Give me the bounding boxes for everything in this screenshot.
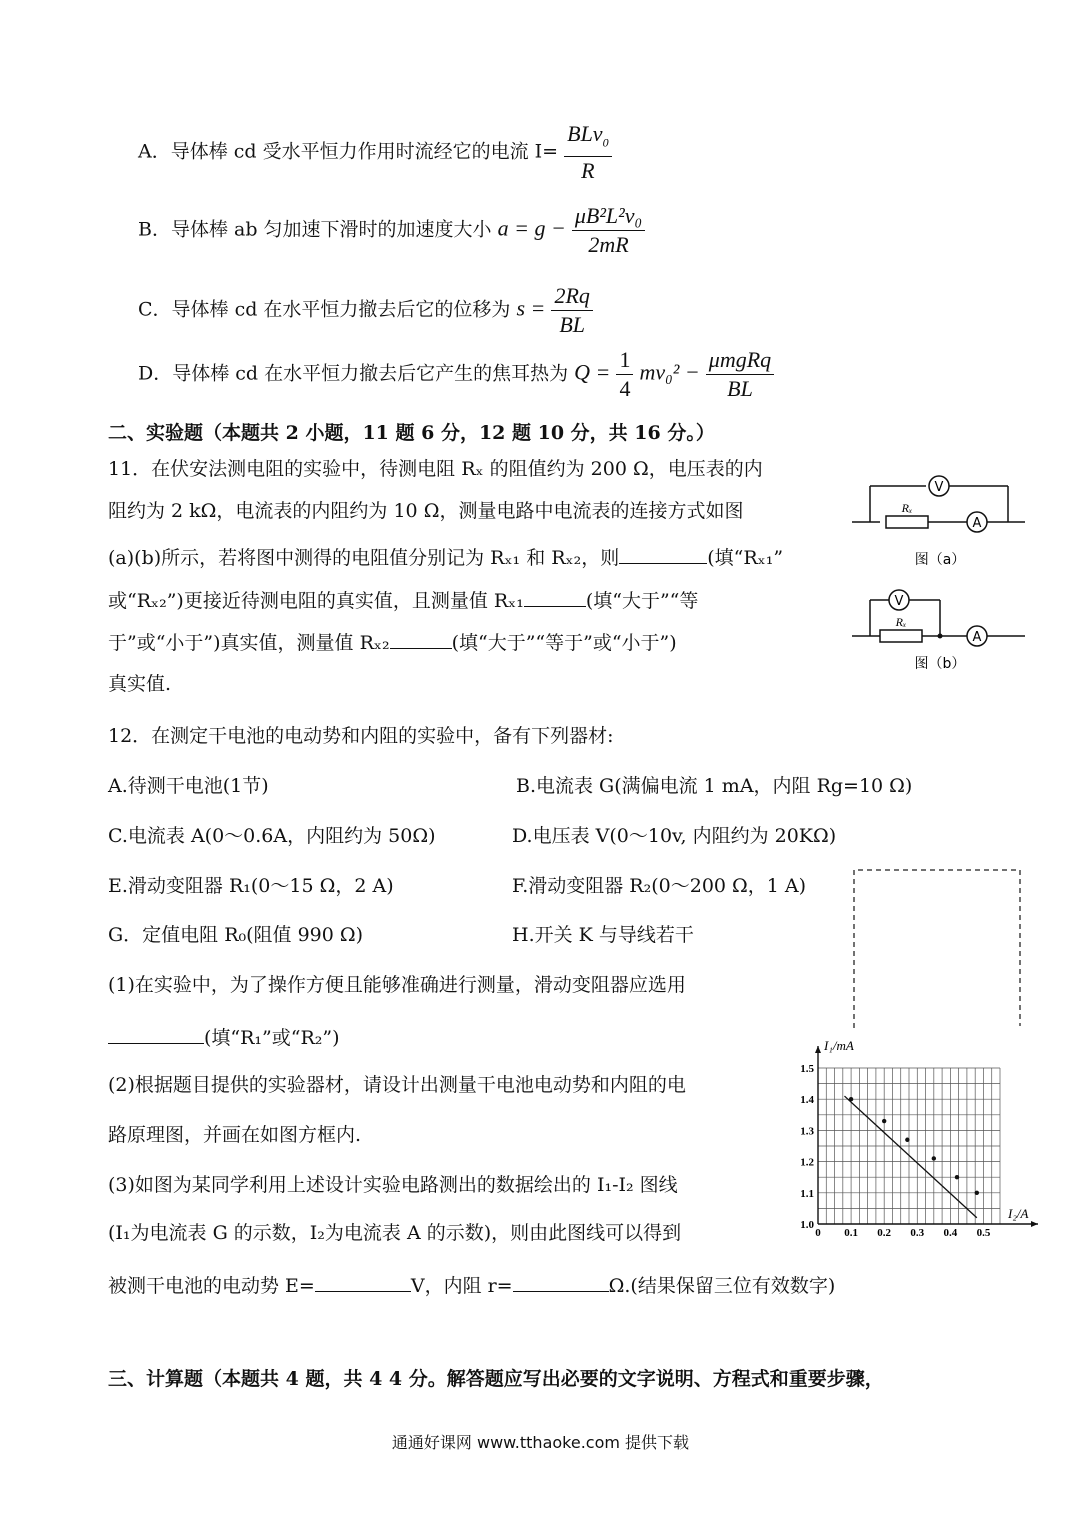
q12-item-b: B.电流表 G(满偏电流 1 mA，内阻 Rg=10 Ω) <box>516 775 913 797</box>
q12-part2-line1: (2)根据题目提供的实验器材，请设计出测量干电池电动势和内阻的电 <box>108 1074 686 1096</box>
option-c-fraction <box>551 282 592 339</box>
option-d <box>138 346 774 403</box>
option-c-denominator: BL <box>559 312 585 337</box>
option-a-numerator-sub: 0 <box>602 135 609 150</box>
q11-line1: 11．在伏安法测电阻的实验中，待测电阻 Rₓ 的阻值约为 200 Ω，电压表的内 <box>108 458 763 480</box>
q11-line3-tail: (填“Rₓ₁” <box>707 547 784 569</box>
section2-heading: 二、实验题（本题共 2 小题，11 题 6 分，12 题 10 分，共 16 分。） <box>108 422 715 444</box>
option-b-denominator: 2mR <box>588 232 629 257</box>
q11-line4-text: 或“Rₓ₂”)更接近待测电阻的真实值，且测量值 Rₓ₁ <box>108 590 524 612</box>
q12-part3-line3 <box>108 1272 835 1297</box>
y-tick-label: 1.3 <box>800 1125 814 1138</box>
q11-blank-3[interactable] <box>390 629 452 649</box>
q12-r-blank[interactable] <box>513 1272 609 1292</box>
data-point <box>882 1119 886 1123</box>
y-tick-label: 1.5 <box>800 1063 814 1075</box>
q11-line5-tail: (填“大于”“等于”或“小于”) <box>451 632 677 654</box>
q12-tail: Ω.(结果保留三位有效数字) <box>608 1275 836 1297</box>
q11-circuit-figures <box>850 470 1030 670</box>
option-b-numerator: μB²L²v₀ <box>572 202 645 231</box>
q12-blank-1[interactable] <box>108 1024 204 1044</box>
data-point <box>975 1191 979 1195</box>
x-tick-label: 0 <box>815 1227 821 1239</box>
option-a <box>138 120 612 185</box>
answer-box[interactable] <box>850 866 1026 1030</box>
page-footer: 通通好课网 www.tthaoke.com 提供下载 <box>391 1433 690 1452</box>
option-c <box>138 282 593 339</box>
option-c-text: C．导体棒 cd 在水平恒力撤去后它的位移为 <box>138 298 511 321</box>
option-a-numerator: BLv <box>567 121 603 146</box>
x-tick-label: 0.1 <box>844 1227 858 1239</box>
option-b-lhs: a = g − <box>497 215 566 241</box>
q12-item-e: E.滑动变阻器 R₁(0～15 Ω，2 A) <box>108 875 394 897</box>
option-d-numerator-1: 1 <box>616 346 633 375</box>
q12-emf-blank[interactable] <box>315 1272 411 1292</box>
chart-grid <box>818 1068 1000 1224</box>
data-point <box>932 1156 936 1160</box>
y-tick-label: 1.4 <box>800 1094 814 1107</box>
option-a-fraction <box>564 120 611 185</box>
option-d-numerator-2: μmgRq <box>706 346 774 375</box>
voltmeter-b-symbol: V <box>894 594 904 609</box>
q12-item-d: D.电压表 V(0～10v, 内阻约为 20KΩ) <box>512 825 837 847</box>
y-axis-arrow <box>815 1046 821 1053</box>
x-tick-label: 0.5 <box>976 1227 991 1239</box>
resistor-a-label: Rₓ <box>901 501 913 515</box>
q11-blank-1[interactable] <box>619 544 707 564</box>
q12-item-g: G．定值电阻 R₀(阻值 990 Ω) <box>108 924 364 946</box>
x-tick-label: 0.2 <box>877 1227 892 1239</box>
q11-line2: 阻约为 2 kΩ，电流表的内阻约为 10 Ω，测量电路中电流表的连接方式如图 <box>108 500 744 522</box>
q11-line4-tail: (填“大于”“等 <box>585 590 699 612</box>
q11-line4 <box>108 587 698 612</box>
q11-blank-2[interactable] <box>524 587 586 607</box>
option-a-text: A．导体棒 cd 受水平恒力作用时流经它的电流 I= <box>138 140 559 163</box>
x-tick-label: 0.3 <box>910 1227 925 1239</box>
chart-axes <box>815 1046 1038 1227</box>
y-tick-label: 1.0 <box>800 1219 814 1231</box>
q12-part1-text: (1)在实验中，为了操作方便且能够准确进行测量，滑动变阻器应选用 <box>108 974 686 996</box>
q12-part3-line1: (3)如图为某同学利用上述设计实验电路测出的数据绘出的 I₁-I₂ 图线 <box>108 1174 678 1196</box>
q12-part1-line2 <box>108 1024 340 1049</box>
q12-r-label: V，内阻 r= <box>410 1275 513 1297</box>
chart-ticks <box>800 1063 991 1239</box>
q12-item-h: H.开关 K 与导线若干 <box>512 924 694 946</box>
q11-line3-text: (a)(b)所示，若将图中测得的电阻值分别记为 Rₓ₁ 和 Rₓ₂，则 <box>108 547 620 569</box>
option-d-text: D．导体棒 cd 在水平恒力撤去后它产生的焦耳热为 <box>138 362 569 385</box>
q12-intro: 12．在测定干电池的电动势和内阻的实验中，备有下列器材: <box>108 725 614 747</box>
voltmeter-a-symbol: V <box>934 480 944 495</box>
option-c-lhs: s = <box>516 295 546 321</box>
q11-line5-text: 于”或“小于”)真实值，测量值 Rₓ₂ <box>108 632 390 654</box>
resistor-b-label: Rₓ <box>895 615 907 629</box>
q12-item-f: F.滑动变阻器 R₂(0～200 Ω，1 A) <box>512 875 807 897</box>
data-point <box>849 1097 853 1101</box>
option-b <box>138 202 645 259</box>
i1-i2-chart <box>790 1032 1050 1250</box>
fig-b-label: 图（b） <box>914 656 966 670</box>
ammeter-b-symbol: A <box>972 630 982 645</box>
section3-heading: 三、计算题（本题共 4 题，共 4 4 分。解答题应写出必要的文字说明、方程式和重要步骤， <box>108 1368 884 1390</box>
q12-part3-line2: (I₁为电流表 G 的示数，I₂为电流表 A 的示数)，则由此图线可以得到 <box>108 1222 682 1244</box>
chart-xlabel: I₂/A <box>1008 1206 1029 1221</box>
y-tick-label: 1.1 <box>800 1187 814 1200</box>
option-b-text: B．导体棒 ab 匀加速下滑时的加速度大小 <box>138 218 492 241</box>
q12-part2-line2: 路原理图，并画在如图方框内. <box>108 1124 362 1146</box>
option-d-denominator-2: BL <box>727 376 753 401</box>
option-d-fraction-1 <box>616 346 633 403</box>
data-point <box>955 1175 959 1179</box>
ammeter-a-symbol: A <box>972 516 982 531</box>
option-d-denominator-1: 4 <box>619 376 631 401</box>
q12-item-a: A.待测干电池(1节) <box>108 775 269 797</box>
fig-a-label: 图（a） <box>914 552 966 568</box>
chart-ylabel: I₁/mA <box>824 1038 854 1053</box>
option-b-fraction <box>572 202 645 259</box>
option-d-mid: mv₀² − <box>639 359 700 385</box>
q11-line6: 真实值. <box>108 673 172 695</box>
q11-line3 <box>108 544 783 569</box>
junction-dot <box>938 634 943 639</box>
data-point <box>905 1138 909 1142</box>
q12-part1-tail: (填“R₁”或“R₂”) <box>204 1027 340 1049</box>
option-a-denominator: R <box>581 158 595 184</box>
y-tick-label: 1.2 <box>800 1156 814 1169</box>
q12-emf-label: 被测干电池的电动势 E= <box>108 1275 315 1297</box>
q11-line5 <box>108 629 677 654</box>
option-d-lhs: Q = <box>574 359 611 385</box>
x-axis-arrow <box>1031 1221 1038 1227</box>
x-tick-label: 0.4 <box>943 1227 958 1239</box>
q12-item-c: C.电流表 A(0～0.6A，内阻约为 50Ω) <box>108 825 436 847</box>
fit-line <box>844 1096 976 1218</box>
option-c-numerator: 2Rq <box>551 282 592 311</box>
option-d-fraction-2 <box>706 346 774 403</box>
